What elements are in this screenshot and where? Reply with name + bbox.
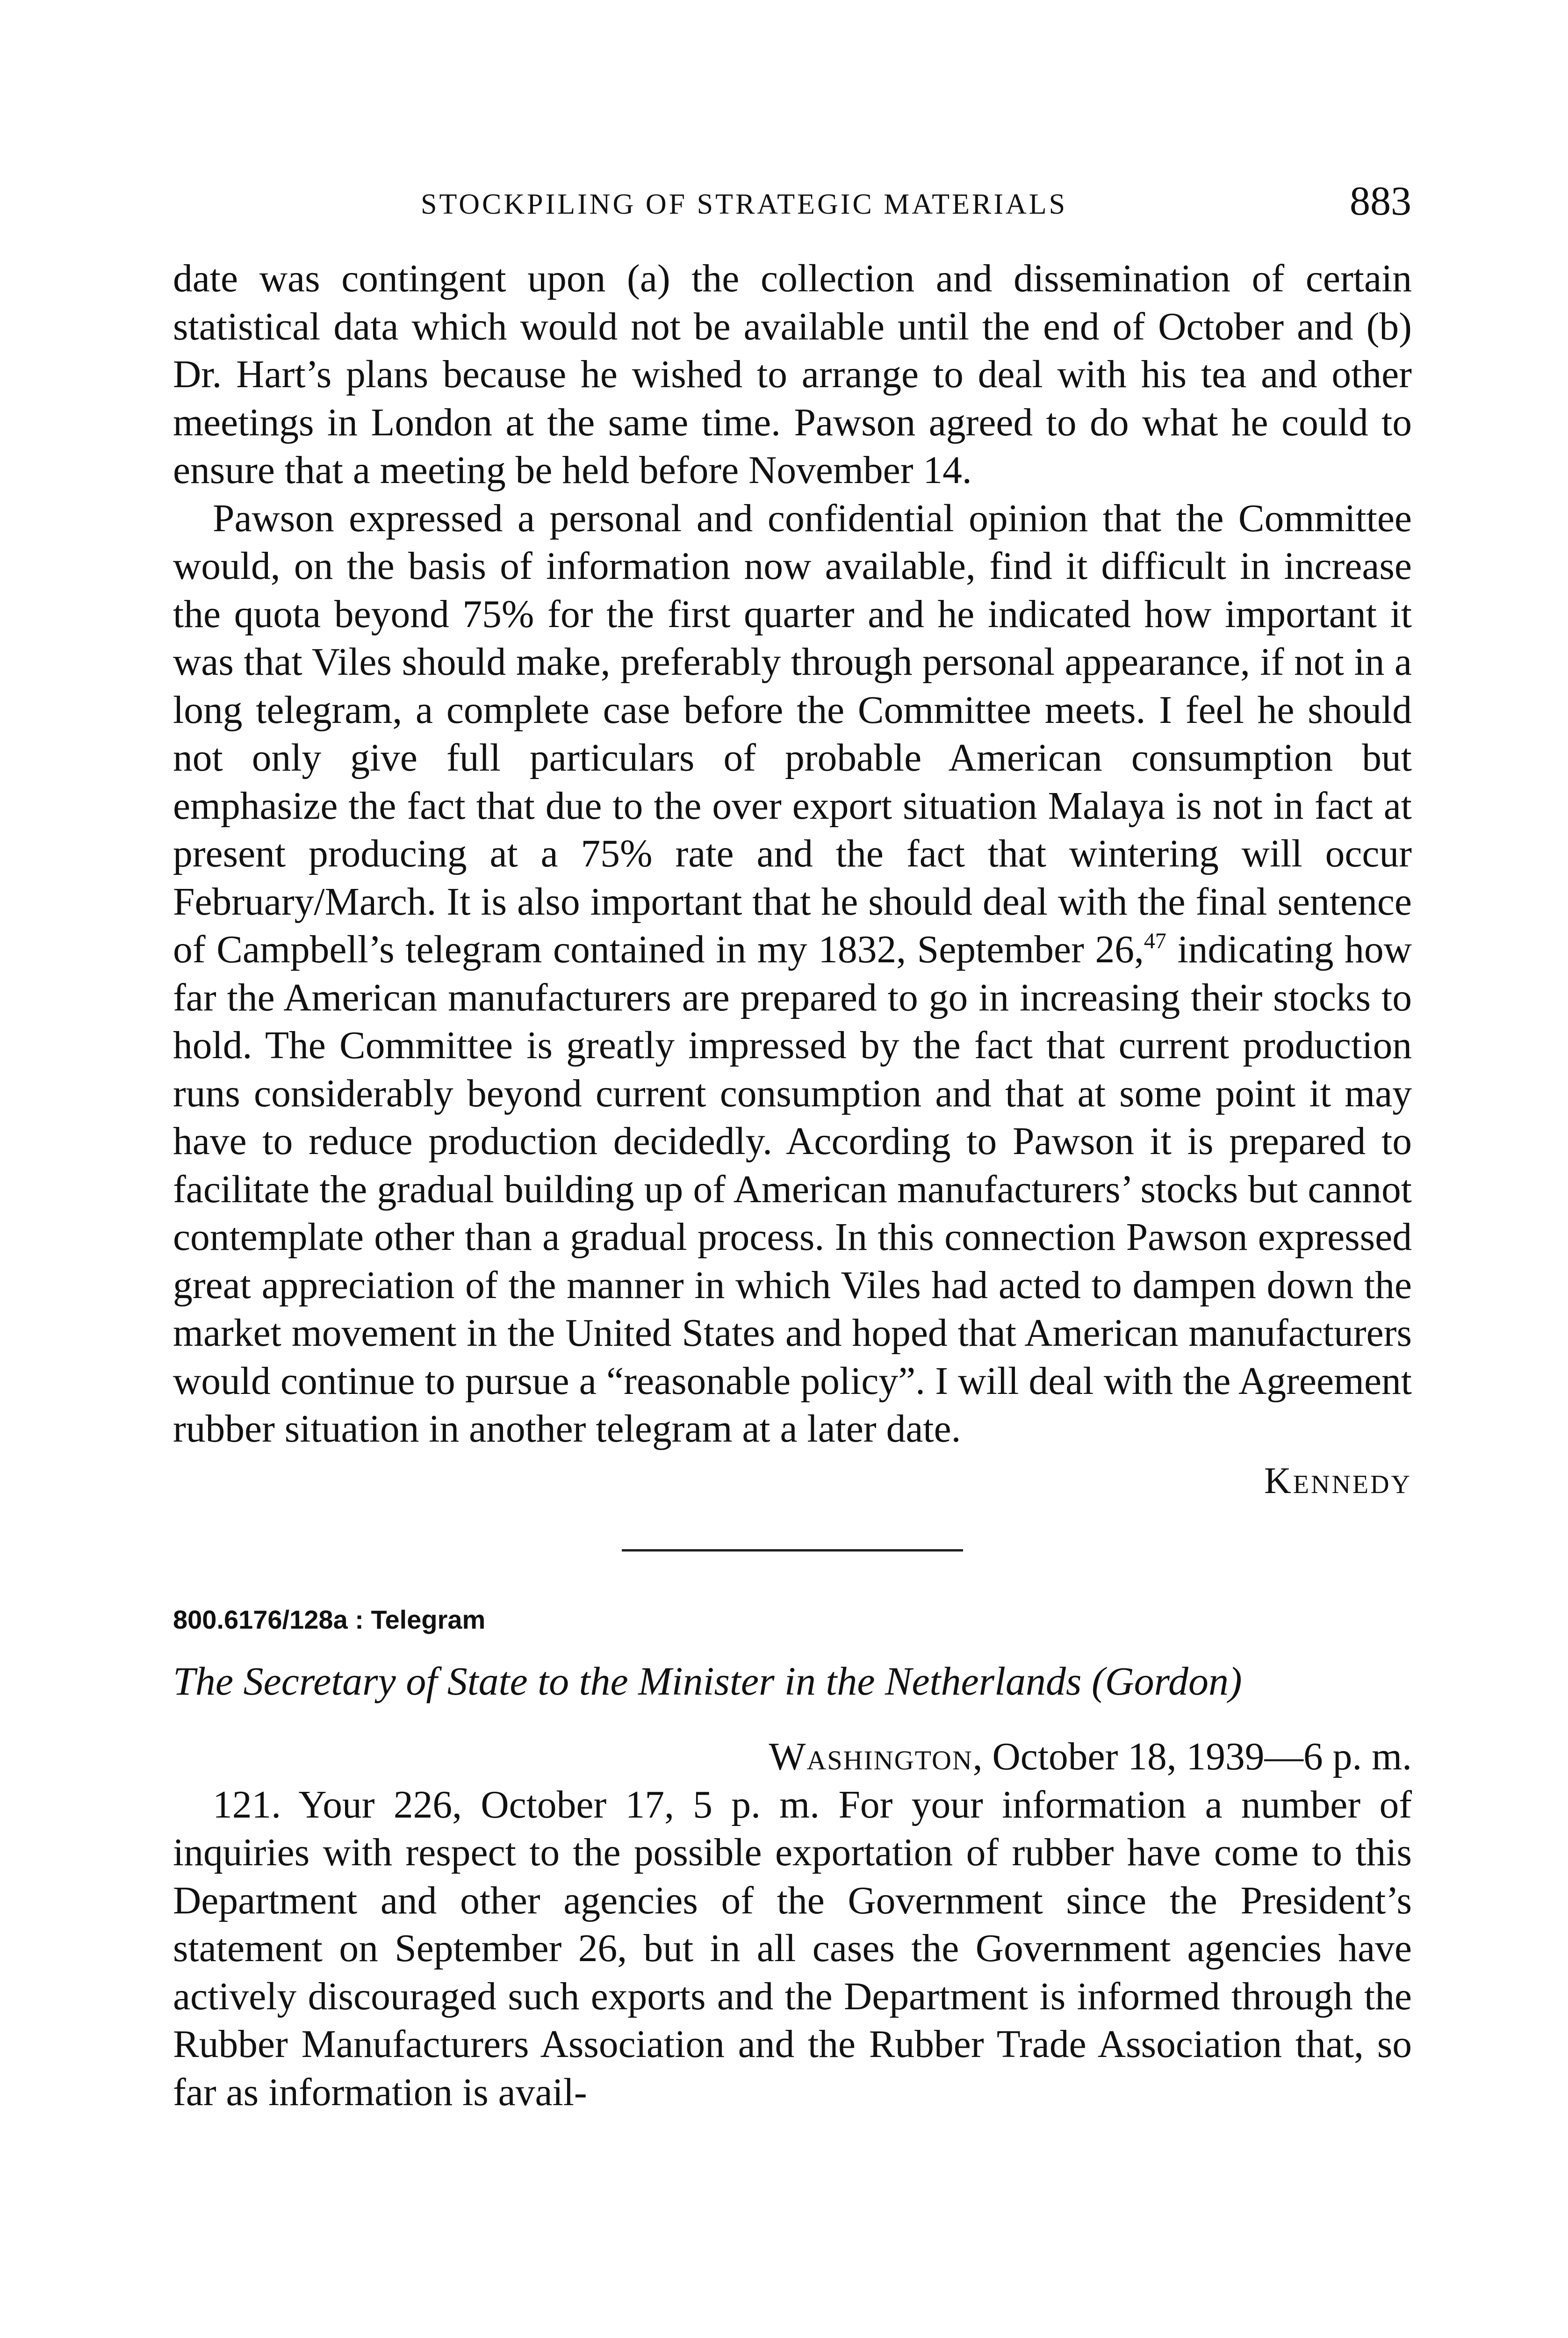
file-number: 800.6176/128a : Telegram (173, 1605, 486, 1634)
paragraph-pawson-opinion (173, 495, 1412, 1453)
running-head: STOCKPILING OF STRATEGIC MATERIALS (421, 188, 1068, 220)
footnote-reference: 47 (1144, 929, 1166, 953)
page-header (173, 178, 1411, 229)
paragraph-part-b: indicating how far the American manufacturers are prepared to go in increasing their stocks to hold. The Committee is greatly impressed by the fact that current production runs considerably beyond current consumption and that at some point it may have to reduce production decidedly. According to Pawson it is prepared to facilitate the gradual building up of American manufacturers’ stocks but cannot contemplate other than a gradual process. In this connection Pawson expressed great appreciation of the manner in which Viles had acted to dampen down the market movement in the United States and hoped that American manufacturers would continue to pursue a “reasonable policy”. I will deal with the Agreement rubber situation in another telegram at a later date. (173, 928, 1412, 1450)
telegram-body: 121. Your 226, October 17, 5 p. m. For your information a number of inquiries with respect to the possible exportation of rubber have come to this Department and other agencies of the Government since the President’s statement on September 26, but in all cases the Government agencies have actively discouraged such exports and the Department is informed through the Rubber Manufacturers Association and the Rubber Trade Association that, so far as information is avail- (173, 1783, 1412, 2114)
paragraph-part-a: Pawson expressed a personal and confidential opinion that the Committee would, on the basis of information now available, find it difficult in increase the quota beyond 75% for the first quarter and he indicated how important it was that Viles should make, preferably through personal appearance, if not in a long telegram, a complete case before the Committee meets. I feel he should not only give full particulars of probable American consumption but emphasize the fact that due to the over export situation Malaya is not in fact at present producing at a 75% rate and the fact that wintering will occur February/March. It is also important that he should deal with the final sentence of Campbell’s telegram contained in my 1832, September 26, (173, 497, 1412, 971)
dateline (173, 1733, 1412, 1781)
document-title: The Secretary of State to the Minister in the Netherlands (Gordon) (173, 1658, 1242, 1703)
page-number: 883 (1350, 179, 1411, 224)
body-text (173, 255, 1412, 2116)
dateline-city: Washington (769, 1735, 973, 1778)
dateline-date: , October 18, 1939—6 p. m. (972, 1735, 1412, 1778)
section-divider (622, 1549, 963, 1551)
paragraph-continued: date was contingent upon (a) the collection and dissemination of certain statistical data which would not be available until the end of October and (b) Dr. Hart’s plans because he wished to arrange to deal with his tea and other meetings in London at the same time. Pawson agreed to do what he could to ensure that a meeting be held before November 14. (173, 257, 1412, 492)
signature: Kennedy (1264, 1460, 1412, 1501)
